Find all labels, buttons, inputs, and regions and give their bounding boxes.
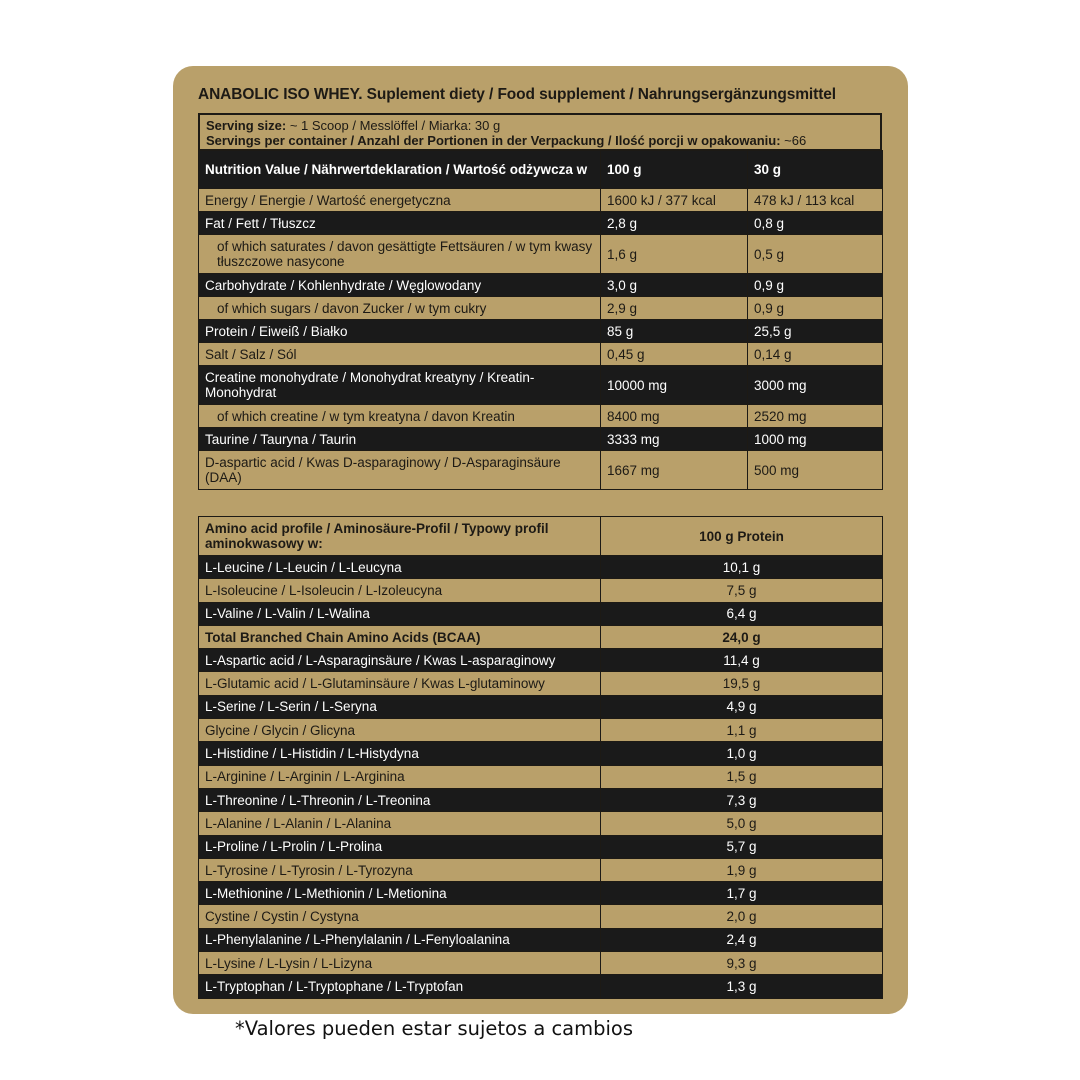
- amino-row: [199, 812, 883, 835]
- serving-info: [198, 113, 882, 151]
- nutrition-row: [199, 343, 883, 366]
- amino-row-value: 2,4 g: [601, 928, 883, 951]
- servings-per-container-value: ~66: [784, 133, 807, 148]
- nutrition-row: [199, 297, 883, 320]
- nutrition-row: [199, 366, 883, 405]
- amino-row-label: L-Glutamic acid / L-Glutaminsäure / Kwas L-glutaminowy: [199, 672, 601, 695]
- nutrition-row: [199, 212, 883, 235]
- serving-size-value: ~ 1 Scoop / Messlöffel / Miarka: 30 g: [289, 118, 501, 133]
- amino-header-row: [199, 517, 883, 556]
- amino-row-label: L-Histidine / L-Histidin / L-Histydyna: [199, 742, 601, 765]
- amino-row-label: Total Branched Chain Amino Acids (BCAA): [199, 625, 601, 648]
- nutrition-row-label: Energy / Energie / Wartość energetyczna: [199, 189, 601, 212]
- amino-row: [199, 952, 883, 975]
- amino-row: [199, 556, 883, 579]
- nutrition-row-label: Carbohydrate / Kohlenhydrate / Węglowodany: [199, 274, 601, 297]
- amino-row-label: L-Leucine / L-Leucin / L-Leucyna: [199, 556, 601, 579]
- nutrition-row-30g: 25,5 g: [748, 320, 883, 343]
- amino-row: [199, 835, 883, 858]
- nutrition-table: [198, 150, 883, 490]
- amino-row-label: L-Phenylalanine / L-Phenylalanin / L-Fenyloalanina: [199, 928, 601, 951]
- amino-row: [199, 975, 883, 998]
- amino-row: [199, 579, 883, 602]
- amino-row-value: 24,0 g: [601, 625, 883, 648]
- amino-acid-table: [198, 516, 883, 999]
- amino-row-value: 1,7 g: [601, 882, 883, 905]
- amino-row-value: 1,3 g: [601, 975, 883, 998]
- nutrition-row-100g: 1600 kJ / 377 kcal: [601, 189, 748, 212]
- amino-row-label: L-Tyrosine / L-Tyrosin / L-Tyrozyna: [199, 858, 601, 881]
- amino-row-label: Cystine / Cystin / Cystyna: [199, 905, 601, 928]
- nutrition-row-label: Protein / Eiweiß / Białko: [199, 320, 601, 343]
- nutrition-header-100g: 100 g: [601, 151, 748, 189]
- nutrition-row-100g: 10000 mg: [601, 366, 748, 405]
- servings-per-container-label: Servings per container / Anzahl der Portionen in der Verpackung / Ilość porcji w opakowaniu:: [206, 133, 781, 148]
- nutrition-row-100g: 2,9 g: [601, 297, 748, 320]
- amino-header-col: 100 g Protein: [601, 517, 883, 556]
- nutrition-row-100g: 85 g: [601, 320, 748, 343]
- amino-row-label: L-Lysine / L-Lysin / L-Lizyna: [199, 952, 601, 975]
- amino-row-value: 7,5 g: [601, 579, 883, 602]
- amino-row-label: L-Methionine / L-Methionin / L-Metionina: [199, 882, 601, 905]
- nutrition-row-label: of which saturates / davon gesättigte Fettsäuren / w tym kwasy tłuszczowe nasycone: [199, 235, 601, 274]
- amino-row: [199, 765, 883, 788]
- amino-row-label: L-Tryptophan / L-Tryptophane / L-Tryptofan: [199, 975, 601, 998]
- nutrition-row-label: of which sugars / davon Zucker / w tym cukry: [199, 297, 601, 320]
- nutrition-row-30g: 0,9 g: [748, 274, 883, 297]
- amino-row: [199, 649, 883, 672]
- nutrition-header-row: [199, 151, 883, 189]
- amino-row-value: 5,0 g: [601, 812, 883, 835]
- nutrition-row-100g: 1,6 g: [601, 235, 748, 274]
- amino-header-label: Amino acid profile / Aminosäure-Profil / Typowy profil aminokwasowy w:: [199, 517, 601, 556]
- nutrition-row: [199, 189, 883, 212]
- nutrition-row-30g: 2520 mg: [748, 405, 883, 428]
- nutrition-row-30g: 0,8 g: [748, 212, 883, 235]
- nutrition-row-label: Salt / Salz / Sól: [199, 343, 601, 366]
- nutrition-row-label: Fat / Fett / Tłuszcz: [199, 212, 601, 235]
- amino-row: [199, 788, 883, 811]
- amino-row: [199, 742, 883, 765]
- nutrition-row-100g: 8400 mg: [601, 405, 748, 428]
- amino-row-label: L-Aspartic acid / L-Asparaginsäure / Kwas L-asparaginowy: [199, 649, 601, 672]
- nutrition-row-label: Taurine / Tauryna / Taurin: [199, 428, 601, 451]
- nutrition-row: [199, 320, 883, 343]
- amino-row-value: 1,9 g: [601, 858, 883, 881]
- amino-row-value: 7,3 g: [601, 788, 883, 811]
- amino-row-value: 19,5 g: [601, 672, 883, 695]
- nutrition-row-30g: 1000 mg: [748, 428, 883, 451]
- nutrition-row-label: of which creatine / w tym kreatyna / davon Kreatin: [199, 405, 601, 428]
- nutrition-header-label: Nutrition Value / Nährwertdeklaration / Wartość odżywcza w: [199, 151, 601, 189]
- amino-row-value: 4,9 g: [601, 695, 883, 718]
- amino-total-bcaa-row: [199, 625, 883, 648]
- amino-row: [199, 602, 883, 625]
- amino-row: [199, 905, 883, 928]
- amino-row-value: 1,0 g: [601, 742, 883, 765]
- nutrition-row-100g: 2,8 g: [601, 212, 748, 235]
- nutrition-row-30g: 3000 mg: [748, 366, 883, 405]
- amino-row: [199, 719, 883, 742]
- amino-row-label: L-Valine / L-Valin / L-Walina: [199, 602, 601, 625]
- nutrition-row-30g: 0,14 g: [748, 343, 883, 366]
- amino-row-label: Glycine / Glycin / Glicyna: [199, 719, 601, 742]
- amino-row: [199, 882, 883, 905]
- nutrition-row-100g: 3333 mg: [601, 428, 748, 451]
- nutrition-row: [199, 451, 883, 490]
- amino-row-value: 2,0 g: [601, 905, 883, 928]
- amino-row-value: 1,1 g: [601, 719, 883, 742]
- serving-size-label: Serving size:: [206, 118, 287, 133]
- nutrition-row: [199, 274, 883, 297]
- nutrition-row: [199, 428, 883, 451]
- amino-row-value: 6,4 g: [601, 602, 883, 625]
- nutrition-row-label: Creatine monohydrate / Monohydrat kreatyny / Kreatin-Monohydrat: [199, 366, 601, 405]
- nutrition-row-30g: 0,5 g: [748, 235, 883, 274]
- nutrition-row-100g: 0,45 g: [601, 343, 748, 366]
- amino-row-label: L-Isoleucine / L-Isoleucin / L-Izoleucyna: [199, 579, 601, 602]
- amino-row-value: 5,7 g: [601, 835, 883, 858]
- amino-row-value: 1,5 g: [601, 765, 883, 788]
- amino-row: [199, 672, 883, 695]
- nutrition-row-100g: 3,0 g: [601, 274, 748, 297]
- nutrition-header-30g: 30 g: [748, 151, 883, 189]
- amino-row-label: L-Arginine / L-Arginin / L-Arginina: [199, 765, 601, 788]
- amino-row-value: 9,3 g: [601, 952, 883, 975]
- nutrition-row: [199, 235, 883, 274]
- amino-row: [199, 858, 883, 881]
- nutrition-row-30g: 500 mg: [748, 451, 883, 490]
- nutrition-row-30g: 0,9 g: [748, 297, 883, 320]
- footnote: *Valores pueden estar sujetos a cambios: [235, 1017, 634, 1040]
- label-title: ANABOLIC ISO WHEY. Suplement diety / Food supplement / Nahrungsergänzungsmittel: [198, 86, 836, 103]
- amino-row-label: L-Threonine / L-Threonin / L-Treonina: [199, 788, 601, 811]
- nutrition-row-100g: 1667 mg: [601, 451, 748, 490]
- amino-row-label: L-Serine / L-Serin / L-Seryna: [199, 695, 601, 718]
- amino-row: [199, 695, 883, 718]
- amino-row: [199, 928, 883, 951]
- amino-row-label: L-Proline / L-Prolin / L-Prolina: [199, 835, 601, 858]
- amino-row-value: 10,1 g: [601, 556, 883, 579]
- amino-row-label: L-Alanine / L-Alanin / L-Alanina: [199, 812, 601, 835]
- nutrition-row-30g: 478 kJ / 113 kcal: [748, 189, 883, 212]
- nutrition-row: [199, 405, 883, 428]
- nutrition-row-label: D-aspartic acid / Kwas D-asparaginowy / D-Asparaginsäure (DAA): [199, 451, 601, 490]
- amino-row-value: 11,4 g: [601, 649, 883, 672]
